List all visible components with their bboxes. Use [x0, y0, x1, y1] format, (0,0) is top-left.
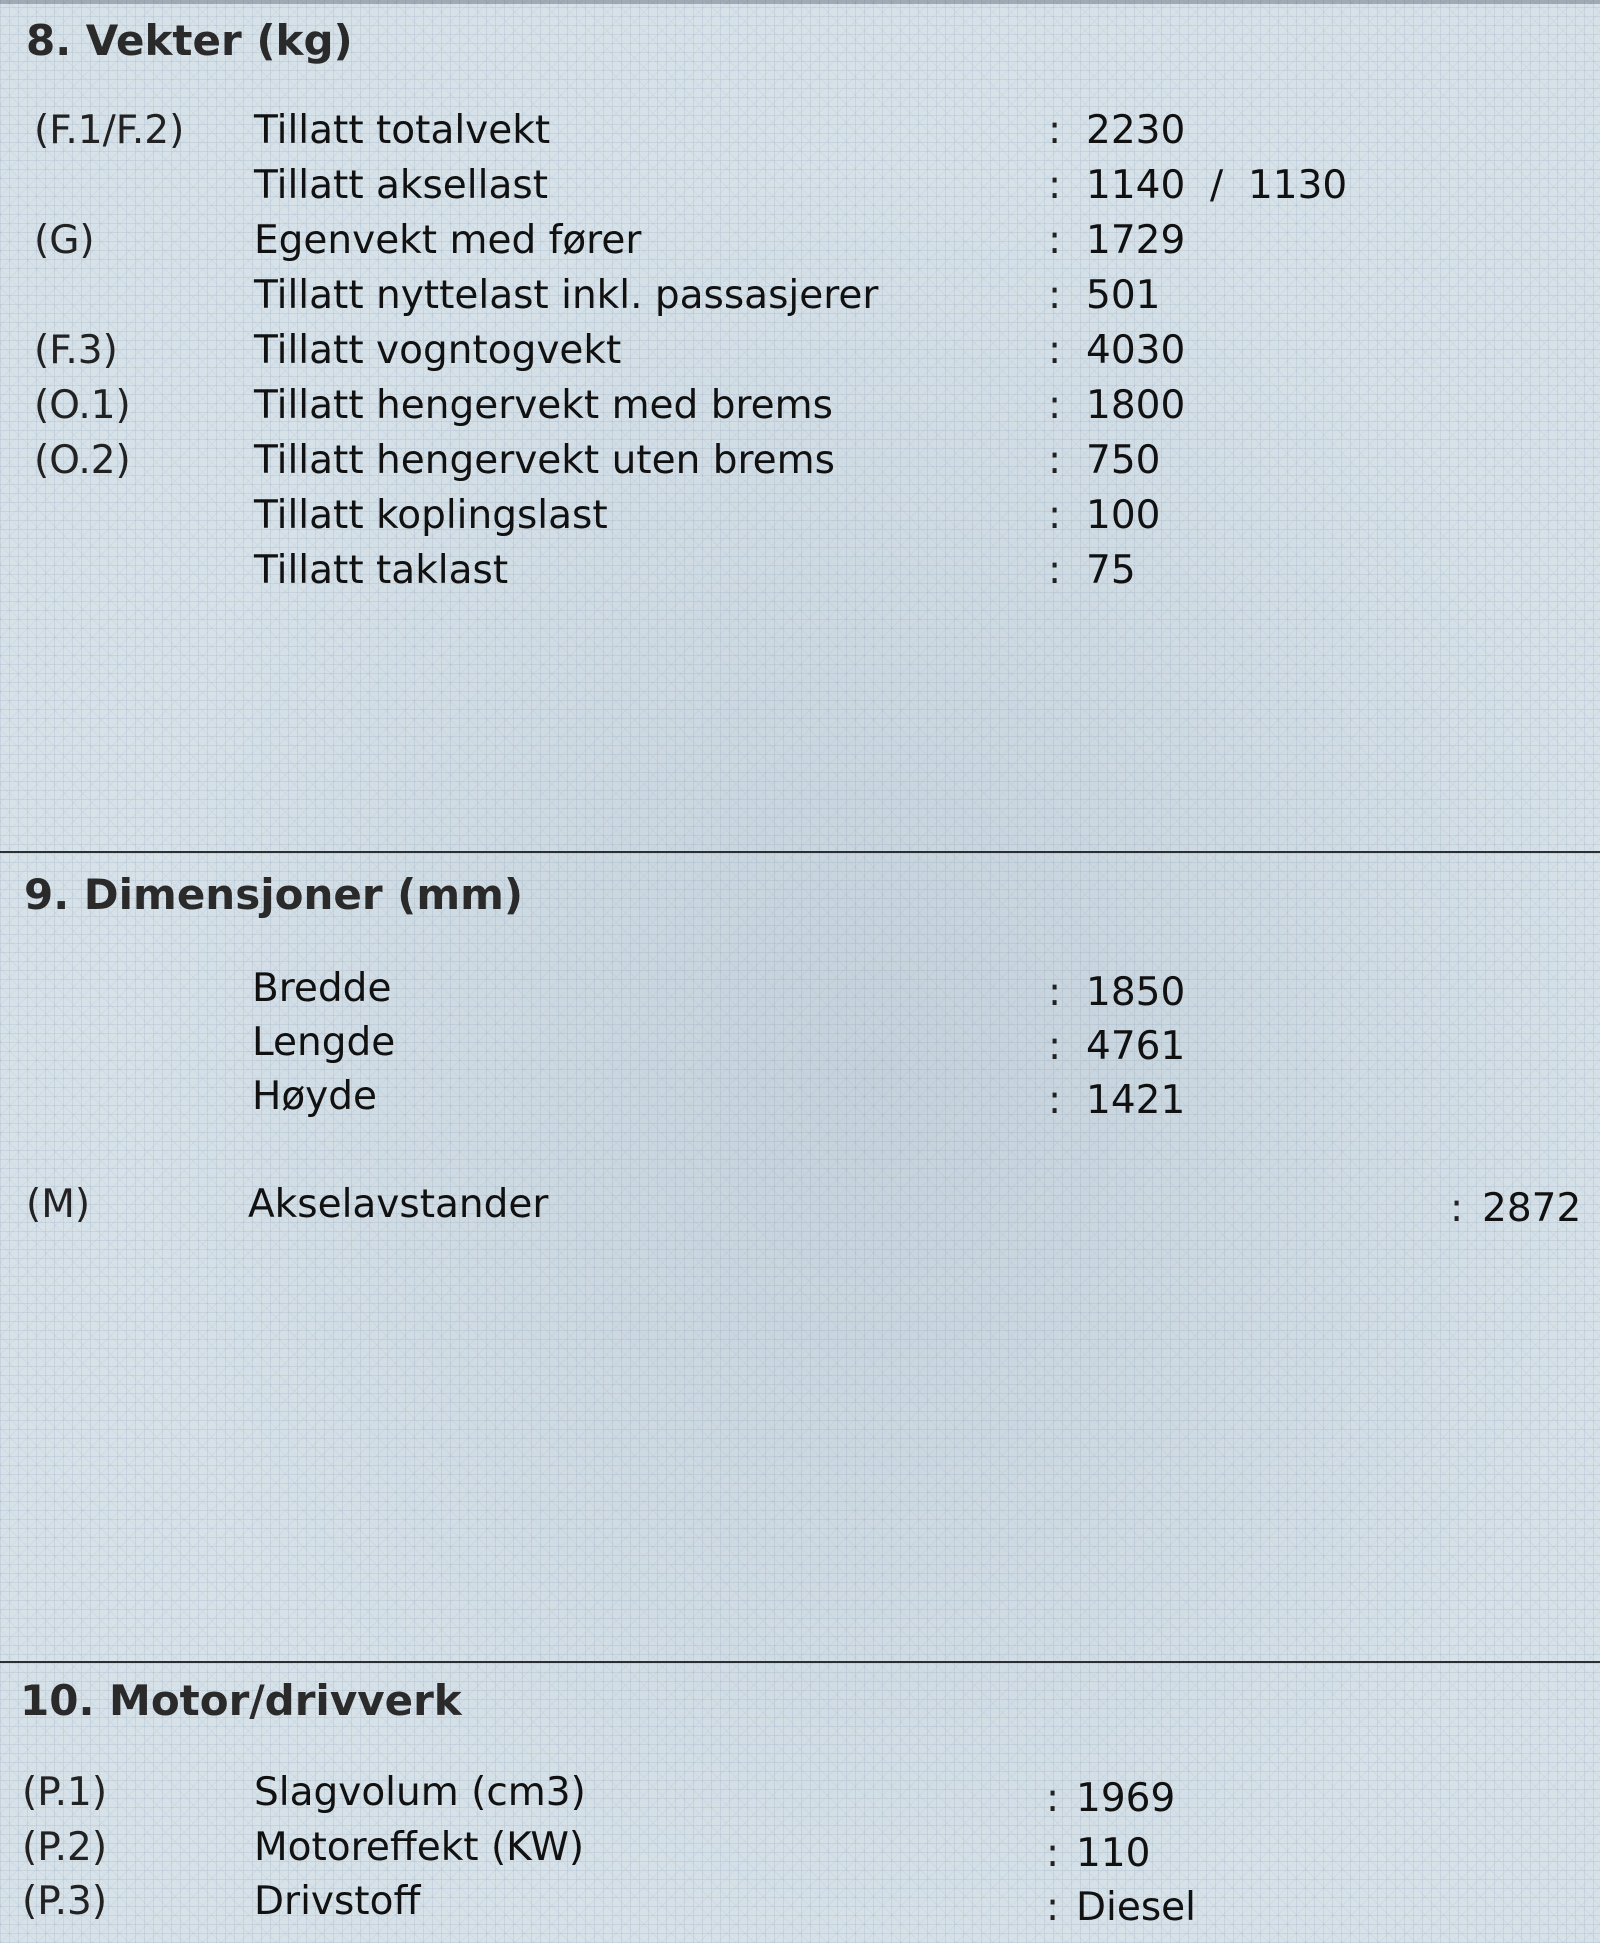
row-code: (P.3): [22, 1879, 108, 1924]
row-hengervekt-med-brems: [0, 383, 1600, 437]
row-label: Bredde: [252, 966, 392, 1011]
section-8-title: 8. Vekter (kg): [26, 16, 353, 65]
row-colon: :: [1048, 493, 1062, 538]
row-koplingslast: [0, 493, 1600, 547]
row-hengervekt-uten-brems: [0, 438, 1600, 492]
row-nyttelast: [0, 273, 1600, 327]
row-hoyde: [0, 1074, 1600, 1128]
row-colon: :: [1046, 1776, 1060, 1821]
row-colon: :: [1048, 328, 1062, 373]
row-colon: :: [1048, 548, 1062, 593]
row-label: Høyde: [252, 1074, 378, 1119]
row-colon: :: [1046, 1885, 1060, 1930]
row-bredde: [0, 966, 1600, 1020]
row-colon: :: [1048, 1024, 1062, 1069]
row-value: 1140 / 1130: [1086, 163, 1348, 208]
row-label: Tillatt nyttelast inkl. passasjerer: [254, 273, 879, 318]
row-akselavstander: [0, 1182, 1600, 1236]
row-colon: :: [1048, 163, 1062, 208]
row-colon: :: [1048, 1078, 1062, 1123]
row-colon: :: [1048, 383, 1062, 428]
row-code: (P.1): [22, 1770, 108, 1815]
row-code: (F.3): [34, 328, 118, 373]
row-code: (M): [26, 1182, 91, 1227]
row-value: 75: [1086, 548, 1136, 593]
section-9-title: 9. Dimensjoner (mm): [24, 870, 524, 919]
row-label: Tillatt hengervekt med brems: [254, 383, 833, 428]
row-label: Tillatt vogntogvekt: [254, 328, 622, 373]
row-label: Egenvekt med fører: [254, 218, 642, 263]
row-colon: :: [1048, 970, 1062, 1015]
row-value: 110: [1076, 1831, 1151, 1876]
section-divider: [0, 1661, 1600, 1663]
row-value: 1969: [1076, 1776, 1176, 1821]
row-colon: :: [1048, 273, 1062, 318]
row-label: Tillatt aksellast: [254, 163, 548, 208]
row-colon: :: [1048, 108, 1062, 153]
row-code: (G): [34, 218, 95, 263]
top-border: [0, 0, 1600, 4]
row-tillatt-aksellast: [0, 163, 1600, 217]
row-label: Tillatt hengervekt uten brems: [254, 438, 835, 483]
row-value: 501: [1086, 273, 1161, 318]
row-value: 2230: [1086, 108, 1186, 153]
row-label: Drivstoff: [254, 1879, 421, 1924]
row-colon: :: [1046, 1831, 1060, 1876]
row-colon: :: [1450, 1186, 1464, 1231]
row-code: (F.1/F.2): [34, 108, 185, 153]
row-code: (O.2): [34, 438, 131, 483]
row-label: Slagvolum (cm3): [254, 1770, 586, 1815]
row-drivstoff: [0, 1879, 1600, 1933]
section-divider: [0, 851, 1600, 853]
row-motoreffekt: [0, 1825, 1600, 1879]
row-value: 1850: [1086, 970, 1186, 1015]
row-label: Tillatt taklast: [254, 548, 509, 593]
row-lengde: [0, 1020, 1600, 1074]
row-value: 100: [1086, 493, 1161, 538]
row-value: 1421: [1086, 1078, 1186, 1123]
row-egenvekt: [0, 218, 1600, 272]
row-value: 750: [1086, 438, 1161, 483]
row-code: (O.1): [34, 383, 131, 428]
row-value: 4761: [1086, 1024, 1186, 1069]
row-vogntogvekt: [0, 328, 1600, 382]
row-value: Diesel: [1076, 1885, 1197, 1930]
row-label: Tillatt totalvekt: [254, 108, 551, 153]
row-value: 2872: [1482, 1186, 1582, 1231]
row-value: 1729: [1086, 218, 1186, 263]
row-label: Motoreffekt (KW): [254, 1825, 585, 1870]
row-label: Lengde: [252, 1020, 396, 1065]
section-10-title: 10. Motor/drivverk: [20, 1676, 462, 1725]
row-label: Akselavstander: [248, 1182, 549, 1227]
row-code: (P.2): [22, 1825, 108, 1870]
row-label: Tillatt koplingslast: [254, 493, 608, 538]
row-taklast: [0, 548, 1600, 602]
row-value: 1800: [1086, 383, 1186, 428]
row-slagvolum: [0, 1770, 1600, 1824]
row-colon: :: [1048, 438, 1062, 483]
row-colon: :: [1048, 218, 1062, 263]
row-value: 4030: [1086, 328, 1186, 373]
row-tillatt-totalvekt: [0, 108, 1600, 162]
